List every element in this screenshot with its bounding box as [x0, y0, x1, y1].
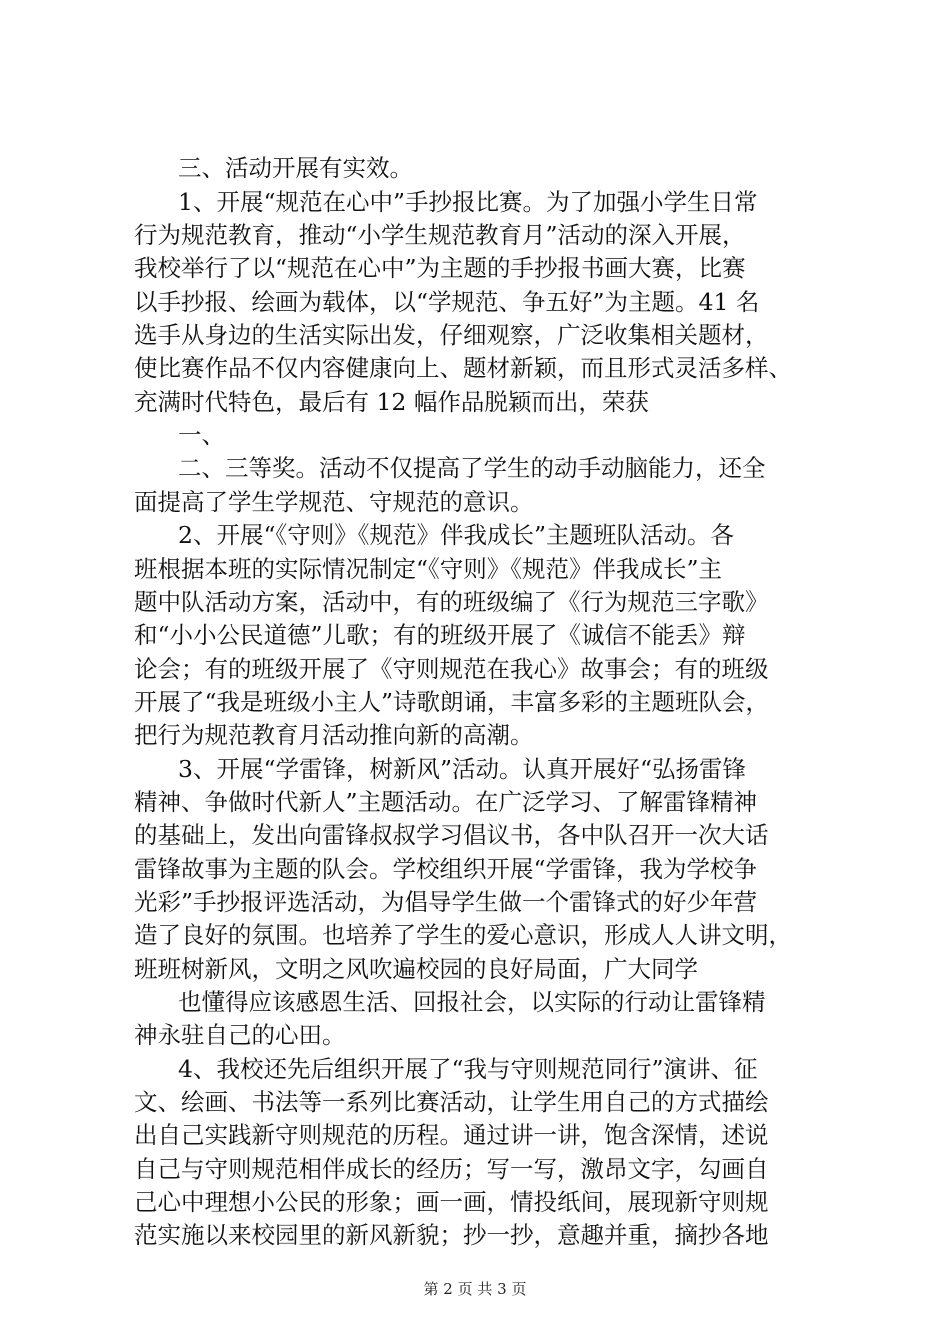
text-line: 自己与守则规范相伴成长的经历；写一写，激昂文字，勾画自 [134, 1155, 769, 1183]
text-line: 己心中理想小公民的形象；画一画，情投纸间，展现新守则规 [134, 1188, 769, 1216]
text-line: 以手抄报、绘画为载体，以“学规范、争五好”为主题。41 名 [134, 288, 760, 316]
text-line: 一、 [178, 421, 225, 449]
text-line: 雷锋故事为主题的队会。学校组织开展“学雷锋，我为学校争 [134, 855, 758, 883]
text-line: 题中队活动方案，活动中，有的班级编了《行为规范三字歌》 [134, 588, 769, 616]
text-line: 选手从身边的生活实际出发，仔细观察，广泛收集相关题材， [134, 321, 769, 349]
text-line: 班班树新风，文明之风吹遍校园的良好局面，广大同学 [134, 955, 698, 983]
text-line: 3、开展“学雷锋，树新风”活动。认真开展好“弘扬雷锋 [178, 755, 746, 783]
text-line: 光彩”手抄报评选活动，为倡导学生做一个雷锋式的好少年营 [134, 888, 758, 916]
text-line: 神永驻自己的心田。 [134, 1021, 346, 1049]
text-line: 行为规范教育，推动“小学生规范教育月”活动的深入开展， [134, 221, 746, 249]
text-line: 论会；有的班级开展了《守则规范在我心》故事会；有的班级 [134, 655, 769, 683]
text-line: 精神、争做时代新人”主题活动。在广泛学习、了解雷锋精神 [134, 788, 758, 816]
text-line: 面提高了学生学规范、守规范的意识。 [134, 488, 534, 516]
text-line: 造了良好的氛围。也培养了学生的爱心意识，形成人人讲文明， [134, 921, 792, 949]
text-line: 班根据本班的实际情况制定“《守则》《规范》伴我成长”主 [134, 555, 723, 583]
text-line: 三、活动开展有实效。 [178, 154, 413, 182]
text-line: 我校举行了以“规范在心中”为主题的手抄报书画大赛，比赛 [134, 254, 746, 282]
text-line: 充满时代特色，最后有 12 幅作品脱颖而出，荣获 [134, 388, 649, 416]
text-line: 出自己实践新守则规范的历程。通过讲一讲，饱含深情，述说 [134, 1121, 769, 1149]
text-line: 二、三等奖。活动不仅提高了学生的动手动脑能力，还全 [178, 454, 766, 482]
text-line: 1、开展“规范在心中”手抄报比赛。为了加强小学生日常 [178, 188, 758, 216]
text-line: 和“小小公民道德”儿歌；有的班级开展了《诚信不能丢》辩 [134, 621, 746, 649]
text-line: 2、开展“《守则》《规范》伴我成长”主题班队活动。各 [178, 521, 734, 549]
text-line: 也懂得应该感恩生活、回报社会，以实际的行动让雷锋精 [178, 988, 766, 1016]
text-line: 开展了“我是班级小主人”诗歌朗诵，丰富多彩的主题班队会， [134, 688, 770, 716]
text-line: 把行为规范教育月活动推向新的高潮。 [134, 721, 534, 749]
page-number-footer: 第 2 页 共 3 页 [423, 1280, 527, 1298]
text-line: 4、我校还先后组织开展了“我与守则规范同行”演讲、征 [178, 1055, 758, 1083]
text-line: 范实施以来校园里的新风新貌；抄一抄，意趣并重，摘抄各地 [134, 1221, 769, 1249]
text-line: 文、绘画、书法等一系列比赛活动，让学生用自己的方式描绘 [134, 1088, 769, 1116]
text-line: 的基础上，发出向雷锋叔叔学习倡议书，各中队召开一次大话 [134, 821, 769, 849]
text-line: 使比赛作品不仅内容健康向上、题材新颖，而且形式灵活多样、 [134, 354, 792, 382]
